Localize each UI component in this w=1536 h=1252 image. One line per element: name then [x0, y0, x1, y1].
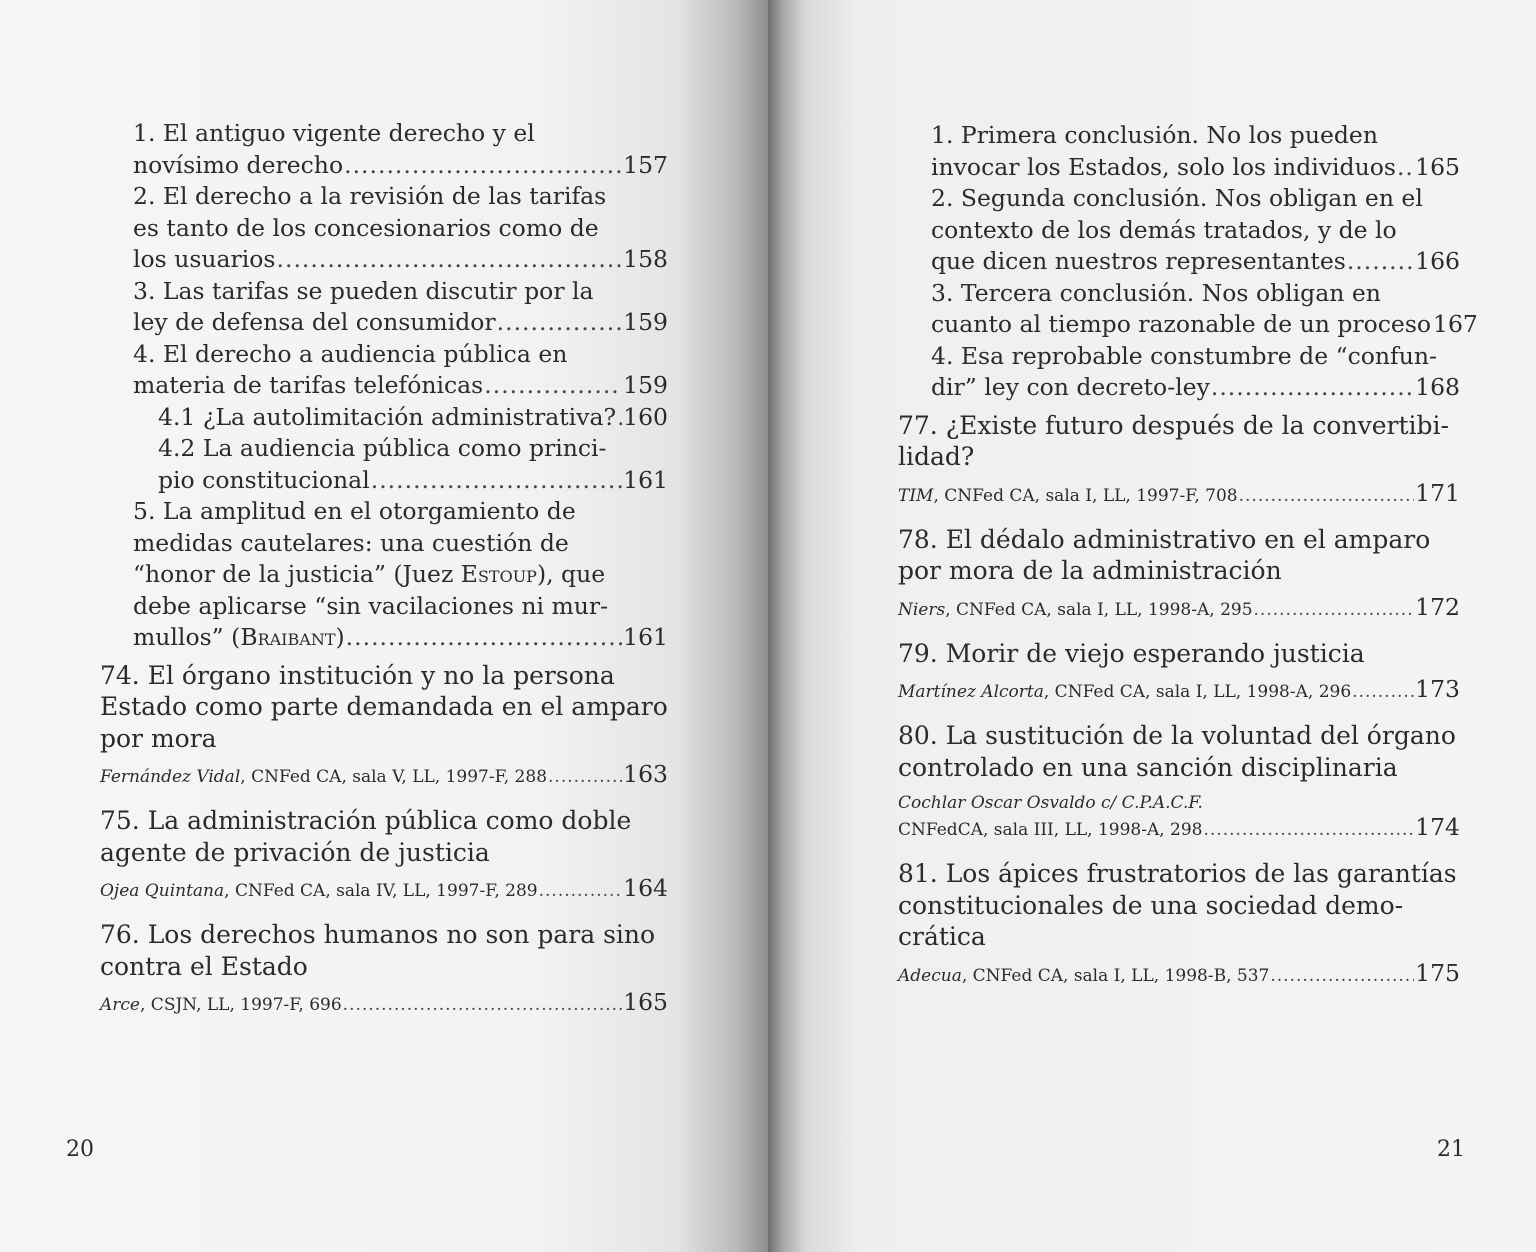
toc-entry	[898, 120, 1460, 183]
case-citation: TIM, CNFed CA, sala I, LL, 1997-F, 708 ..... 171	[898, 473, 1460, 518]
toc-line: contexto de los demás tratados, y de lo	[931, 215, 1397, 244]
toc-entry	[100, 276, 668, 339]
toc-line: 3. Las tarifas se pueden discutir por la	[133, 276, 594, 305]
toc-entry	[100, 496, 668, 654]
toc-entry	[898, 278, 1478, 341]
case-citation: Fernández Vidal, CNFed CA, sala V, LL, 1997-F, 288 ..... 163	[100, 754, 668, 799]
toc-line: 2. El derecho a la revisión de las tarifas	[133, 182, 607, 210]
page-ref: 161	[623, 623, 668, 651]
left-toc	[100, 118, 668, 1027]
case-citation: Ojea Quintana, CNFed CA, sala IV, LL, 1997-F, 289 ..... 164	[100, 868, 668, 913]
toc-line-final[interactable]: mullos” (Braibant) ..... 161	[100, 622, 668, 654]
toc-line-final[interactable]: dir” ley con decreto-ley ..... 168	[898, 372, 1460, 404]
page-ref: 167	[1433, 310, 1478, 338]
toc-line: debe aplicarse “sin vacilaciones ni mur-	[133, 591, 609, 620]
page-ref: 166	[1415, 247, 1460, 275]
toc-line-final[interactable]: pio constitucional ..... 161	[100, 465, 668, 497]
page-ref: 161	[623, 465, 668, 494]
toc-line: 1. El antiguo vigente derecho y el	[133, 119, 535, 147]
page-ref: 165	[623, 988, 668, 1016]
section-81[interactable]: 81. Los ápices frustratorios de las garantías constitucionales de una sociedad demo- crática	[898, 859, 1457, 951]
toc-entry	[898, 183, 1460, 278]
toc-entry	[898, 341, 1460, 404]
page-ref: 163	[623, 760, 668, 788]
page-number-right: 21	[1437, 1137, 1465, 1162]
case-citation: Arce, CSJN, LL, 1997-F, 696 ..... 165	[100, 982, 668, 1027]
section-79[interactable]: 79. Morir de viejo esperando justicia	[898, 638, 1365, 668]
section-77[interactable]: 77. ¿Existe futuro después de la convertibi- lidad?	[898, 410, 1449, 471]
case-citation: Niers, CNFed CA, sala I, LL, 1998-A, 295 ..... 172	[898, 587, 1460, 632]
toc-line-final[interactable]: que dicen nuestros representantes ..... 166	[898, 246, 1460, 278]
toc-line: 3. Tercera conclusión. Nos obligan en	[931, 278, 1381, 307]
page-ref: 171	[1415, 478, 1460, 507]
toc-line-final[interactable]: novísimo derecho ..... 157	[100, 150, 668, 182]
toc-line-final[interactable]: los usuarios ..... 158	[100, 244, 668, 276]
page-ref: 172	[1415, 592, 1460, 621]
toc-line: “honor de la justicia” (Juez Estoup), que	[133, 560, 606, 588]
toc-line: medidas cautelares: una cuestión de	[133, 528, 569, 557]
page-ref: 157	[623, 150, 668, 179]
toc-line-final[interactable]: invocar los Estados, solo los individuos ..... 165	[898, 152, 1460, 184]
section-75[interactable]: 75. La administración pública como doble agente de privación de justicia	[100, 806, 632, 867]
toc-line: 2. Segunda conclusión. Nos obligan en el	[931, 184, 1423, 212]
page-ref: 173	[1415, 675, 1460, 703]
toc-entry	[100, 402, 668, 434]
toc-line-final[interactable]: 4.1 ¿La autolimitación administrativa? ..... 160	[100, 402, 668, 434]
page-ref: 168	[1415, 373, 1460, 401]
right-toc	[898, 120, 1478, 998]
toc-line: 4. Esa reprobable constumbre de “confun-	[931, 341, 1437, 370]
page-number-left: 20	[66, 1137, 94, 1162]
toc-entry	[100, 118, 668, 181]
case-citation: Adecua, CNFed CA, sala I, LL, 1998-B, 537 ..... 175	[898, 953, 1460, 998]
toc-entry	[100, 181, 668, 276]
toc-line-final[interactable]: cuanto al tiempo razonable de un proceso 167	[898, 309, 1460, 341]
section-78[interactable]: 78. El dédalo administrativo en el amparo por mora de la administración	[898, 524, 1431, 585]
toc-line-final[interactable]: materia de tarifas telefónicas ..... 159	[100, 370, 668, 402]
page-ref: 158	[623, 245, 668, 273]
toc-line: es tanto de los concesionarios como de	[133, 213, 599, 242]
toc-line: 1. Primera conclusión. No los pueden	[931, 121, 1378, 149]
page-ref: 164	[623, 874, 668, 902]
section-80[interactable]: 80. La sustitución de la voluntad del órgano controlado en una sanción disciplinaria	[898, 721, 1456, 782]
toc-entry	[100, 433, 668, 496]
case-citation: Cochlar Oscar Osvaldo c/ C.P.A.C.F. CNFedCA, sala III, LL, 1998-A, 298 ..... 174	[898, 783, 1460, 852]
toc-entry	[100, 339, 668, 402]
page-ref: 175	[1415, 958, 1460, 987]
page-ref: 159	[623, 308, 668, 336]
toc-line: 4.2 La audiencia pública como princi-	[158, 434, 607, 462]
page-ref: 174	[1415, 813, 1460, 841]
toc-line: 4. El derecho a audiencia pública en	[133, 339, 568, 368]
page-ref: 159	[623, 371, 668, 399]
page-ref: 160	[623, 402, 668, 431]
toc-line: 5. La amplitud en el otorgamiento de	[133, 497, 576, 525]
section-76[interactable]: 76. Los derechos humanos no son para sino contra el Estado	[100, 920, 656, 981]
page-ref: 165	[1415, 152, 1460, 181]
toc-line-final[interactable]: ley de defensa del consumidor ..... 159	[100, 307, 668, 339]
case-citation: Martínez Alcorta, CNFed CA, sala I, LL, 1998-A, 296 ..... 173	[898, 669, 1460, 714]
section-74[interactable]: 74. El órgano institución y no la persona Estado como parte demandada en el amparo por mora	[100, 660, 668, 753]
